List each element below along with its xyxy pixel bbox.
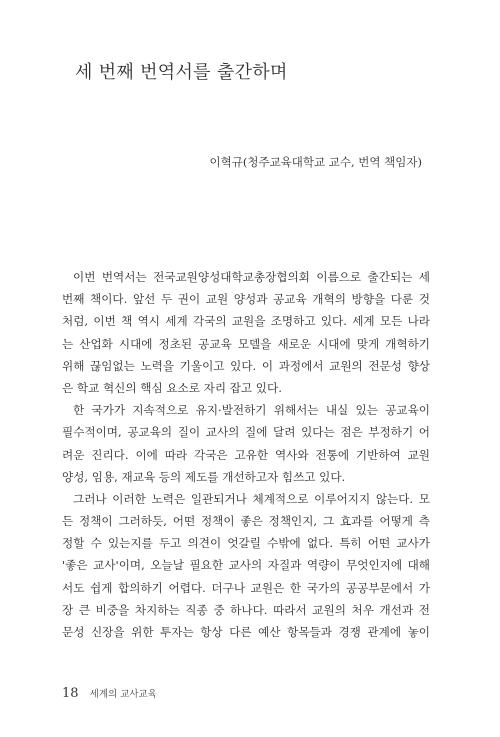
page-footer <box>62 682 157 701</box>
body-line: '좋은 교사'이며, 오늘날 필요한 교사의 자질과 역량이 무엇인지에 대해 <box>62 558 430 573</box>
body-line: 번째 책이다. 앞선 두 권이 교원 양성과 공교육 개혁의 방향을 다룬 것 <box>62 292 430 307</box>
page-number: 18 <box>62 686 79 701</box>
body-line: 장 큰 비중을 차지하는 직종 중 하나다. 따라서 교원의 처우 개선과 전 <box>62 602 430 617</box>
body-line: 위해 끊임없는 노력을 기울이고 있다. 이 과정에서 교원의 전문성 향상 <box>62 358 430 373</box>
running-book-title: 세계의 교사교육 <box>89 689 157 700</box>
body-line: 정할 수 있는지를 두고 의견이 엇갈릴 수밖에 없다. 특히 어떤 교사가 <box>62 536 430 551</box>
body-line: 은 학교 혁신의 핵심 요소로 자리 잡고 있다. <box>62 380 282 395</box>
body-line: 그러나 이러한 노력은 일관되거나 체계적으로 이루어지지 않는다. 모 <box>73 491 430 506</box>
body-line: 양성, 임용, 재교육 등의 제도를 개선하고자 힘쓰고 있다. <box>62 469 346 484</box>
author-line: 이혁규(청주교육대학교 교수, 번역 책임자) <box>209 155 422 169</box>
body-line: 서도 쉽게 합의하기 어렵다. 더구나 교원은 한 국가의 공공부문에서 가 <box>62 580 430 595</box>
body-line: 필수적이며, 공교육의 질이 교사의 질에 달려 있다는 점은 부정하기 어 <box>62 425 430 440</box>
body-line: 든 정책이 그러하듯, 어떤 정책이 좋은 정책인지, 그 효과를 어떻게 측 <box>62 514 430 529</box>
body-line: 는 산업화 시대에 정초된 공교육 모델을 새로운 시대에 맞게 개혁하기 <box>62 336 430 351</box>
body-line: 문성 신장을 위한 투자는 항상 다른 예산 항목들과 경쟁 관계에 놓이 <box>62 625 430 639</box>
body-line: 려운 진리다. 이에 따라 각국은 고유한 역사와 전통에 기반하여 교원 <box>62 447 430 462</box>
body-line: 처럼, 이번 책 역시 세계 각국의 교원을 조명하고 있다. 세계 모든 나라 <box>62 314 430 329</box>
body-line: 한 국가가 지속적으로 유지·발전하기 위해서는 내실 있는 공교육이 <box>73 403 430 418</box>
body-line: 이번 번역서는 전국교원양성대학교총장협의회 이름으로 출간되는 세 <box>73 270 430 284</box>
page-title: 세 번째 번역서를 출간하며 <box>75 62 288 83</box>
body-text <box>62 266 430 643</box>
